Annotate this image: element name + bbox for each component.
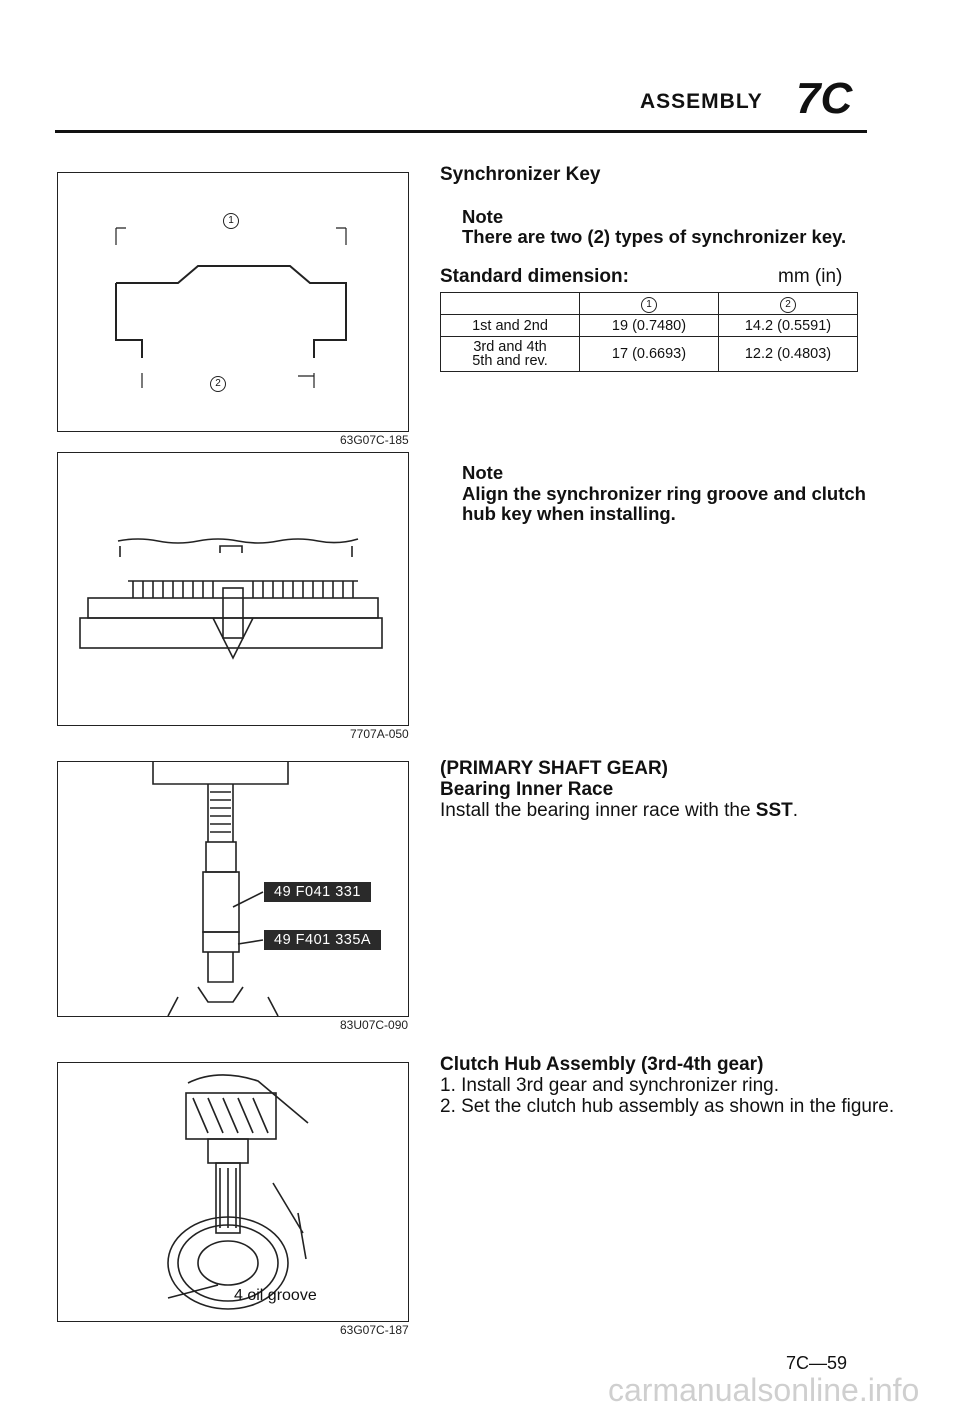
section-heading: Clutch Hub Assembly (3rd-4th gear) — [440, 1054, 764, 1075]
table-cell: 19 (0.7480) — [580, 315, 719, 337]
sst-term: SST — [755, 800, 793, 821]
page-number: 7C—59 — [786, 1353, 848, 1373]
figure-code: 63G07C-187 — [340, 1323, 409, 1337]
figure-ring-groove — [57, 452, 409, 726]
table-header — [580, 293, 719, 315]
synchronizer-key-drawing — [58, 173, 408, 431]
table-cell: 1st and 2nd — [441, 315, 580, 337]
unit-label: mm (in) — [778, 266, 843, 287]
table-header-row — [441, 293, 858, 315]
section-number: 7C — [796, 74, 853, 123]
note-text: There are two (2) types of synchronizer key. — [462, 226, 847, 247]
dimension-table — [440, 292, 858, 372]
figure-code: 83U07C-090 — [340, 1018, 409, 1032]
instruction-text-part: . — [792, 800, 799, 821]
sst-label-2: 49 F401 335A — [264, 930, 381, 950]
figure-clutch-hub — [57, 1062, 409, 1322]
header-title: ASSEMBLY — [640, 90, 763, 113]
oil-groove-label: 4 oil groove — [234, 1287, 317, 1304]
sst-label-1: 49 F041 331 — [264, 882, 371, 902]
clutch-hub-section-drawing — [58, 453, 408, 725]
step-item: 2. Set the clutch hub assembly as shown in the figure. — [440, 1096, 895, 1117]
step-item: 1. Install 3rd gear and synchronizer ring. — [440, 1075, 780, 1096]
section-heading: Synchronizer Key — [440, 164, 601, 185]
table-header — [441, 293, 580, 315]
table-cell: 12.2 (0.4803) — [719, 337, 858, 372]
clutch-hub-photo-drawing — [58, 1063, 408, 1321]
instruction-text — [440, 800, 798, 822]
table-cell-line: 5th and rev. — [472, 353, 548, 369]
note-text-line: hub key when installing. — [462, 503, 676, 524]
table-row — [441, 315, 858, 337]
table-row — [441, 337, 858, 372]
standard-dimension-label: Standard dimension: — [440, 266, 629, 287]
note-text-line: Align the synchronizer ring groove and clutch — [462, 483, 866, 504]
table-cell: 17 (0.6693) — [580, 337, 719, 372]
figure-code: 63G07C-185 — [340, 433, 409, 447]
note-label: Note — [462, 206, 504, 227]
table-cell-line: 3rd and 4th — [473, 339, 547, 355]
figure-code: 7707A-050 — [350, 727, 409, 741]
watermark: carmanualsonline.info — [608, 1372, 920, 1408]
figure-bearing-race — [57, 761, 409, 1017]
marker-1: 1 — [641, 297, 657, 313]
note-label: Note — [462, 462, 504, 483]
header-rule — [55, 130, 867, 133]
subsection-heading: Bearing Inner Race — [440, 779, 614, 800]
section-heading: (PRIMARY SHAFT GEAR) — [440, 758, 668, 779]
marker-1: 1 — [223, 213, 239, 229]
instruction-text-part: Install the bearing inner race with the — [440, 800, 756, 821]
figure-synchronizer-key — [57, 172, 409, 432]
table-cell: 14.2 (0.5591) — [719, 315, 858, 337]
table-cell — [441, 337, 580, 372]
marker-2: 2 — [210, 376, 226, 392]
marker-2: 2 — [780, 297, 796, 313]
table-header — [719, 293, 858, 315]
